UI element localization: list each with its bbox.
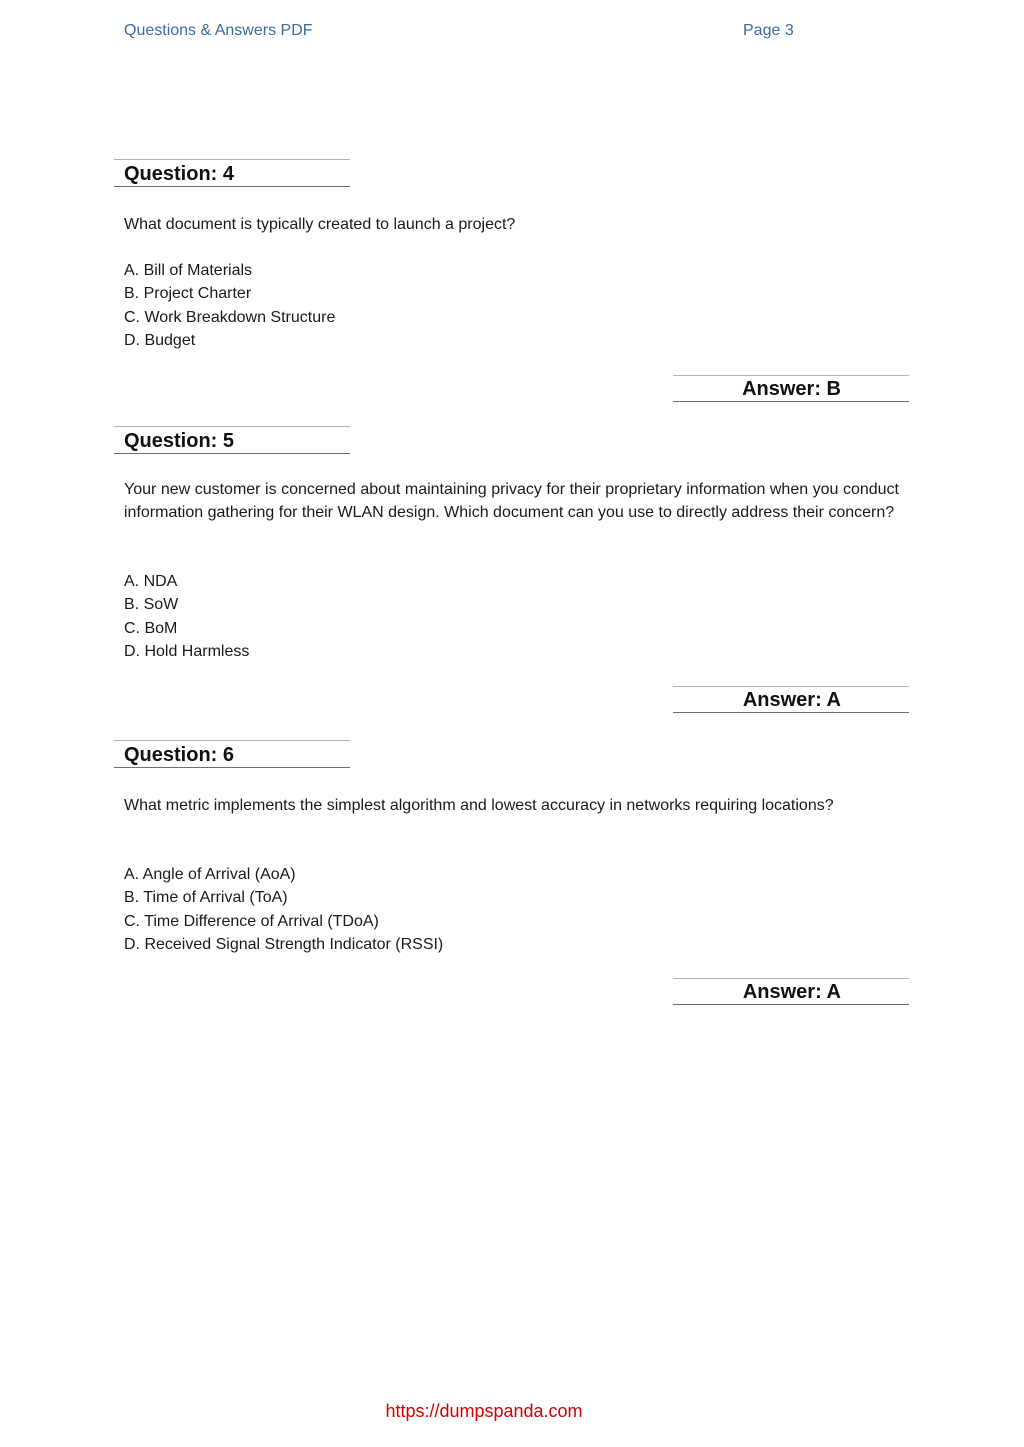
question-5-answer-box: [673, 686, 909, 713]
option-b: B. SoW: [124, 596, 179, 614]
question-5-options: [124, 570, 249, 663]
option-c: C. Time Difference of Arrival (TDoA): [124, 912, 379, 930]
question-6-title: Question: 6: [124, 744, 235, 766]
question-5-text: Your new customer is concerned about maintaining privacy for their proprietary information when you conduct information gathering for their WLAN design. Which document can you use to directly address their concern?: [124, 481, 899, 521]
option-a: A. NDA: [124, 573, 178, 590]
question-6-answer: Answer: A: [742, 981, 841, 1003]
question-6-answer-box: [673, 978, 909, 1005]
footer-website-link[interactable]: https://dumpspanda.com: [385, 1401, 583, 1421]
question-6-text: What metric implements the simplest algorithm and lowest accuracy in networks requiring locations?: [124, 797, 834, 814]
option-c: C. Work Breakdown Structure: [124, 308, 336, 326]
option-a: A. Angle of Arrival (AoA): [124, 866, 296, 883]
question-4-text: What document is typically created to launch a project?: [124, 216, 516, 233]
option-a: A. Bill of Materials: [124, 262, 253, 279]
question-6-options: [124, 863, 443, 956]
question-5-header: [114, 426, 350, 454]
option-b: B. Time of Arrival (ToA): [124, 889, 288, 907]
question-4-options: [124, 259, 335, 352]
option-c: C. BoM: [124, 619, 178, 637]
question-4-header: [114, 159, 350, 187]
question-4-answer-box: [673, 375, 909, 402]
question-6-header: [114, 740, 350, 768]
question-5-title: Question: 5: [124, 430, 235, 452]
header-title: Questions & Answers PDF: [124, 22, 313, 39]
option-d: D. Hold Harmless: [124, 642, 250, 660]
page-number: Page 3: [743, 22, 794, 39]
option-d: D. Received Signal Strength Indicator (RSSI): [124, 935, 444, 953]
question-4-title: Question: 4: [124, 163, 235, 185]
question-4-answer: Answer: B: [742, 378, 841, 400]
option-d: D. Budget: [124, 331, 196, 349]
option-b: B. Project Charter: [124, 285, 252, 303]
question-5-answer: Answer: A: [742, 689, 841, 711]
